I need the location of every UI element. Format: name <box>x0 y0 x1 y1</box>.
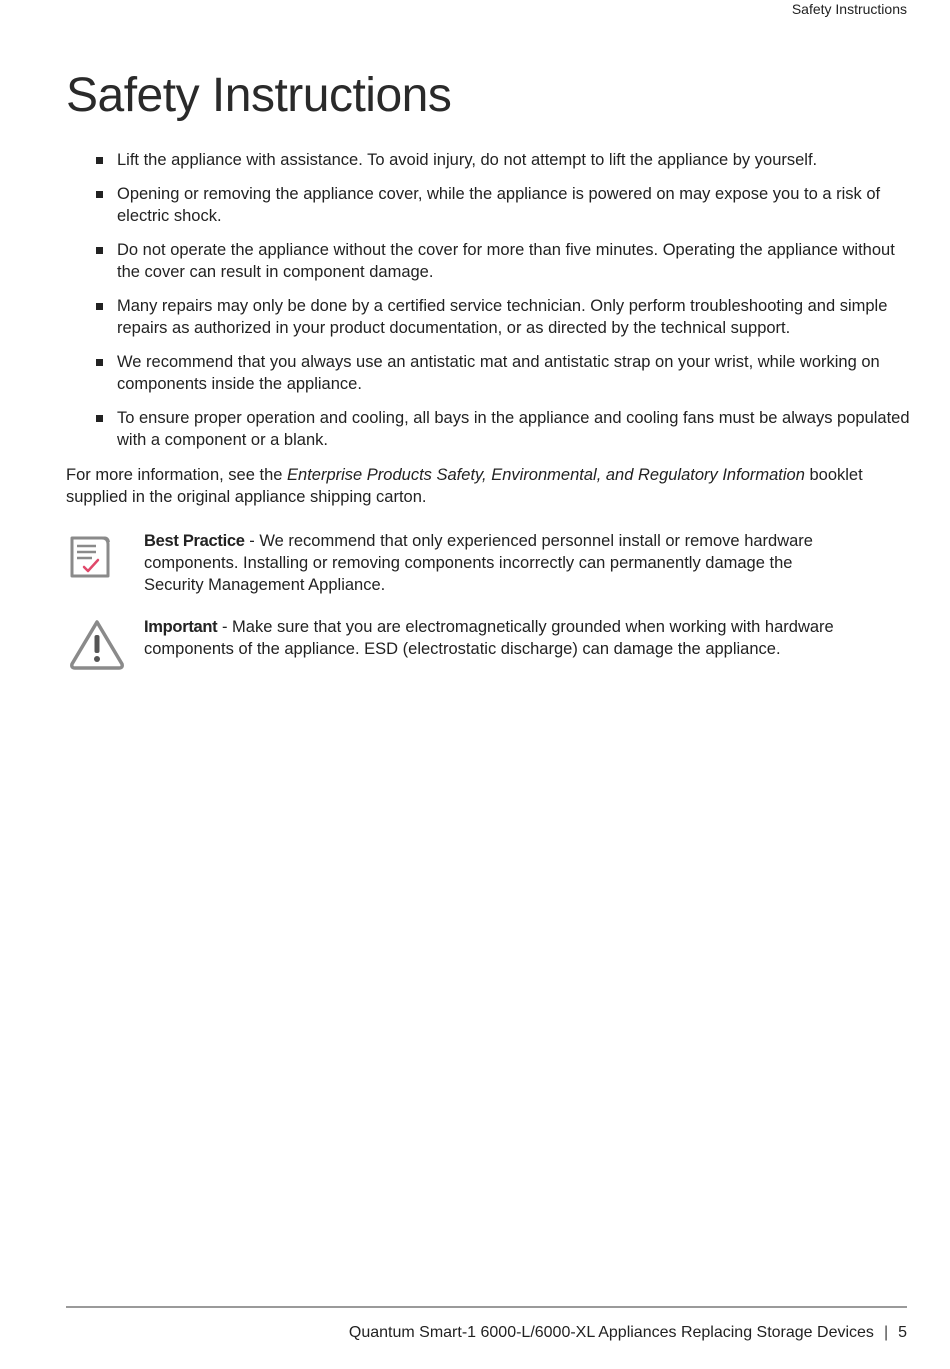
important-body: - Make sure that you are electromagnetically grounded when working with hardware components of the appliance. ESD (electrostatic discharge) can damage the appliance. <box>144 618 834 658</box>
best-practice-label: Best Practice <box>144 532 245 550</box>
bullet-text: Many repairs may only be done by a certified service technician. Only perform troubleshooting and simple repairs as authorized in your product documentation, or as directed by the technical support. <box>117 297 888 337</box>
bullet-square-icon <box>96 303 103 310</box>
bullet-text: Do not operate the appliance without the cover for more than five minutes. Operating the appliance without the cover can result in component damage. <box>117 241 895 281</box>
page-footer <box>349 1322 907 1344</box>
best-practice-body: - We recommend that only experienced personnel install or remove hardware components. Installing or removing components incorrectly can permanently damage the Security Management Appliance. <box>144 532 813 594</box>
page-number: 5 <box>898 1324 907 1341</box>
more-info-paragraph <box>66 464 906 508</box>
more-info-prefix: For more information, see the <box>66 466 288 484</box>
bullet-text: Opening or removing the appliance cover, while the appliance is powered on may expose you to a risk of electric shock. <box>117 185 881 225</box>
bullet-square-icon <box>96 191 103 198</box>
safety-bullet-list <box>94 149 914 463</box>
running-header: Safety Instructions <box>791 1 907 17</box>
footer-separator: | <box>883 1324 889 1341</box>
bullet-text: Lift the appliance with assistance. To avoid injury, do not attempt to lift the appliance by yourself. <box>117 151 818 169</box>
bullet-text: To ensure proper operation and cooling, all bays in the appliance and cooling fans must be always populated with a component or a blank. <box>117 409 910 449</box>
list-item <box>94 149 914 171</box>
best-practice-text <box>144 530 844 596</box>
list-item <box>94 407 914 451</box>
list-item <box>94 351 914 395</box>
list-item <box>94 295 914 339</box>
list-item <box>94 183 914 227</box>
checklist-icon <box>66 530 128 592</box>
important-text <box>144 616 844 660</box>
page-title: Safety Instructions <box>66 69 452 122</box>
list-item <box>94 239 914 283</box>
more-info-suffix: booklet supplied in the original appliance shipping carton. <box>66 466 863 506</box>
footer-doc-title: Quantum Smart-1 6000-L/6000-XL Appliances Replacing Storage Devices <box>348 1324 874 1341</box>
warning-icon <box>66 616 128 678</box>
bullet-square-icon <box>96 247 103 254</box>
footer-divider <box>66 1306 907 1308</box>
important-label: Important <box>144 618 218 636</box>
bullet-square-icon <box>96 157 103 164</box>
bullet-text: We recommend that you always use an antistatic mat and antistatic strap on your wrist, while working on components inside the appliance. <box>117 353 880 393</box>
safety-booklet-title: Enterprise Products Safety, Environmental, and Regulatory Information <box>287 466 805 484</box>
bullet-square-icon <box>96 415 103 422</box>
bullet-square-icon <box>96 359 103 366</box>
